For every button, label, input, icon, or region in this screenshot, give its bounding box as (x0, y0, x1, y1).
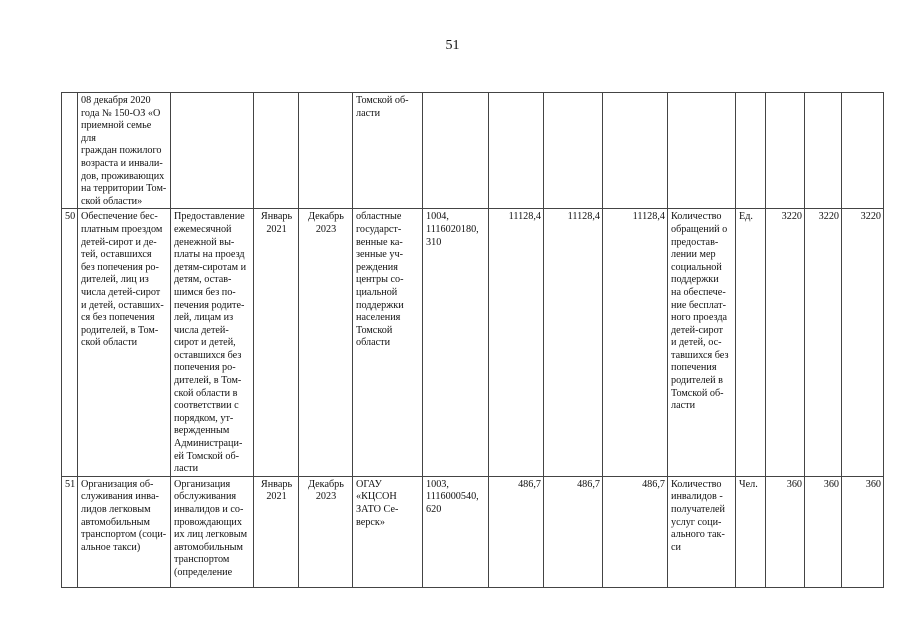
executor: Томской об- ласти (353, 93, 423, 209)
activity-name: 08 декабря 2020 года № 150-ОЗ «О приемной семье для граждан пожилого возраста и инвали- дов, проживающих на территории Том- ской области» (78, 93, 171, 209)
unit: Ед. (736, 209, 766, 476)
executor: областные государст- венные ка- зенные уч- реждения центры со- циальной поддержки населения Томской области (353, 209, 423, 476)
value-2 (805, 93, 842, 209)
end-date: Декабрь 2023 (299, 476, 353, 587)
activity-description (171, 93, 254, 209)
value-3: 360 (842, 476, 884, 587)
end-date: Декабрь 2023 (299, 209, 353, 476)
value-2: 360 (805, 476, 842, 587)
start-date: Январь 2021 (254, 209, 299, 476)
table-row (62, 476, 884, 587)
start-date (254, 93, 299, 209)
amount-a: 486,7 (544, 476, 603, 587)
end-date (299, 93, 353, 209)
value-3 (842, 93, 884, 209)
value-1: 3220 (766, 209, 805, 476)
activity-description: Предоставление ежемесячной денежной вы- платы на проезд детям-сиротам и детям, остав- шимся без по- печения родите- лей, лицам из числа детей- сирот и детей, оставшихся без попечения ро- дителей, в Том- ской области в соответствии с порядком, ут- вержденным Администраци- ей Томской об- ласти (171, 209, 254, 476)
page-number: 51 (445, 38, 460, 53)
executor: ОГАУ «КЦСОН ЗАТО Се- верск» (353, 476, 423, 587)
indicator (668, 93, 736, 209)
amount-total (489, 93, 544, 209)
value-1: 360 (766, 476, 805, 587)
value-1 (766, 93, 805, 209)
program-measures-table (61, 92, 884, 588)
start-date: Январь 2021 (254, 476, 299, 587)
unit (736, 93, 766, 209)
value-2: 3220 (805, 209, 842, 476)
amount-a: 11128,4 (544, 209, 603, 476)
value-3: 3220 (842, 209, 884, 476)
amount-b (603, 93, 668, 209)
indicator: Количество инвалидов - получателей услуг соци- ального так- си (668, 476, 736, 587)
activity-name: Обеспечение бес- платным проездом детей-сирот и де- тей, оставшихся без попечения ро- дителей, лиц из числа детей-сирот и детей, оставших- ся без попечения родителей, в Том- ской области (78, 209, 171, 476)
row-number: 50 (62, 209, 78, 476)
unit: Чел. (736, 476, 766, 587)
budget-code: 1003, 1116000540, 620 (423, 476, 489, 587)
table-row (62, 93, 884, 209)
amount-b: 11128,4 (603, 209, 668, 476)
indicator: Количество обращений о предостав- лении мер социальной поддержки на обеспече- ние бесплат- ного проезда детей-сирот и детей, ос- тавшихся без попечения родителей в Томской об- ласти (668, 209, 736, 476)
amount-total: 11128,4 (489, 209, 544, 476)
activity-description: Организация обслуживания инвалидов и со- провождающих их лиц легковым автомобильным транспортом (определение (171, 476, 254, 587)
amount-a (544, 93, 603, 209)
budget-code: 1004, 1116020180, 310 (423, 209, 489, 476)
table-row (62, 209, 884, 476)
row-number (62, 93, 78, 209)
amount-b: 486,7 (603, 476, 668, 587)
activity-name: Организация об- служивания инва- лидов легковым автомобильным транспортом (соци- альное такси) (78, 476, 171, 587)
amount-total: 486,7 (489, 476, 544, 587)
budget-code (423, 93, 489, 209)
row-number: 51 (62, 476, 78, 587)
